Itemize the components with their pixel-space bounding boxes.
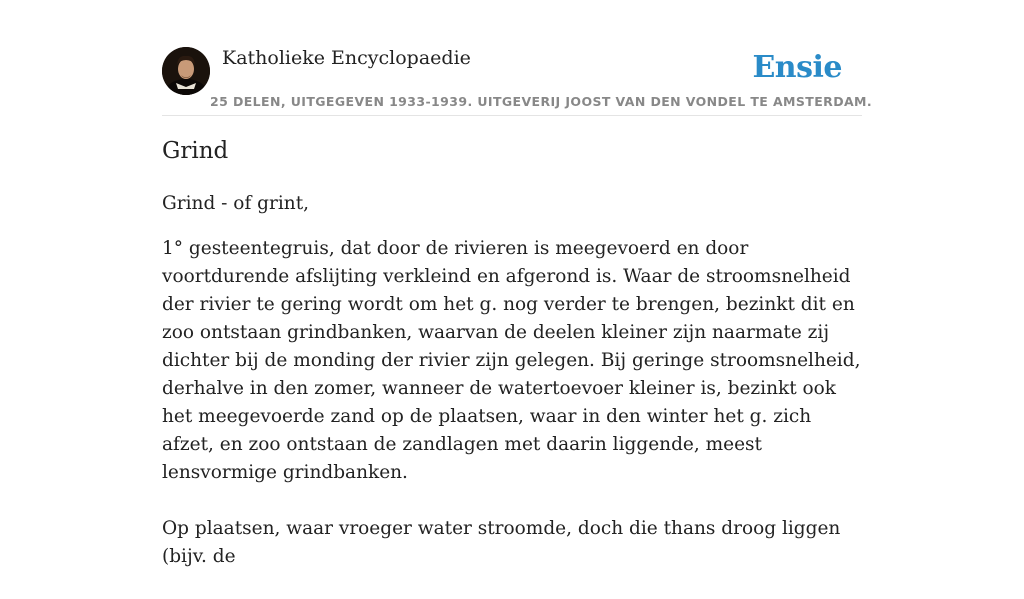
article-paragraph: Op plaatsen, waar vroeger water stroomde, doch die thans droog liggen (bijv. de (162, 518, 841, 567)
header-divider (162, 115, 862, 116)
article (162, 138, 862, 599)
source-title[interactable]: Katholieke Encyclopaedie (222, 47, 471, 69)
source-subtitle: 25 DELEN, UITGEGEVEN 1933-1939. UITGEVERIJ JOOST VAN DEN VONDEL TE AMSTERDAM. (210, 94, 873, 109)
article-title: Grind (162, 138, 229, 164)
brand-logo-link[interactable]: Ensie (752, 50, 842, 85)
article-lead: Grind - of grint, (162, 193, 310, 214)
source-header (162, 44, 873, 116)
article-paragraph: 1° gesteentegruis, dat door de rivieren is meegevoerd en door voortdurende afslijting verkleind en afgerond is. Waar de stroomsnelheid der rivier te gering wordt om het g. nog verder te brengen, bezinkt dit en zoo ontstaan grindbanken, waarvan de deelen kleiner zijn naarmate zij dichter bij de monding der rivier zijn gelegen. Bij geringe stroomsnelheid, derhalve in den zomer, wanneer de watertoevoer kleiner is, bezinkt ook het meegevoerde zand op de plaatsen, waar in den winter het g. zich afzet, en zoo ontstaan de zandlagen met daarin liggende, meest lensvormige grindbanken. (162, 238, 861, 483)
portrait-avatar-icon[interactable] (162, 47, 210, 95)
